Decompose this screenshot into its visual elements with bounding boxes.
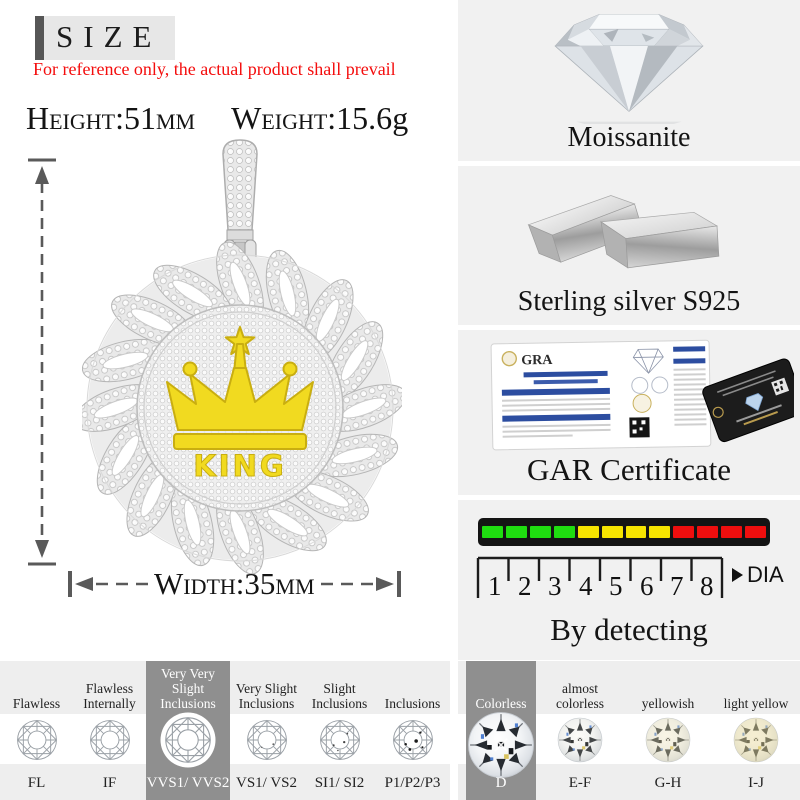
size-header-accent-bar	[35, 16, 44, 60]
grade-label: Very Slight Inclusions	[235, 680, 298, 711]
scale-number: 2	[518, 571, 532, 601]
diamond-icon	[544, 6, 714, 124]
moissanite-art	[458, 6, 800, 124]
clarity-grade-p	[376, 661, 449, 800]
clarity-diamond-icon	[392, 719, 434, 761]
led-segment-green	[482, 526, 503, 538]
grade-code: P1/P2/P3	[384, 774, 441, 791]
weight-label	[231, 100, 408, 137]
panel-moissanite	[458, 0, 800, 161]
grade-label: yellowish	[641, 695, 695, 711]
width-dimension-arrow	[68, 566, 432, 602]
led-segment-green	[530, 526, 551, 538]
pendant-image	[82, 138, 402, 579]
grade-code: D	[495, 774, 507, 791]
pendant-graphic-icon	[82, 138, 402, 574]
led-segment-yellow	[626, 526, 647, 538]
dia-marker	[732, 562, 784, 588]
detector-ruler	[476, 556, 726, 607]
sterling-silver-caption: Sterling silver S925	[517, 286, 741, 317]
scale-number: 8	[700, 571, 714, 601]
clarity-grade-si	[303, 661, 376, 800]
scale-number: 5	[609, 571, 623, 601]
width-label: Width:35mm	[154, 566, 315, 601]
gar-certificate-caption: GAR Certificate	[526, 452, 731, 487]
size-header-box	[44, 16, 175, 60]
scale-number: 4	[579, 571, 593, 601]
clarity-diamond-icon	[89, 719, 131, 761]
panel-by-detecting	[458, 500, 800, 660]
grade-code: G-H	[654, 774, 682, 791]
dimension-labels	[26, 100, 408, 137]
color-grade-ij	[712, 661, 800, 800]
grade-label: Inclusions	[384, 695, 441, 711]
grade-label: Colorless	[475, 695, 527, 711]
led-segment-yellow	[602, 526, 623, 538]
clarity-scale	[0, 661, 450, 800]
width-arrow-left-icon	[72, 573, 150, 595]
led-segment-red	[721, 526, 742, 538]
panel-sterling-silver	[458, 166, 800, 325]
clarity-diamond-icon	[246, 719, 288, 761]
color-scale	[458, 661, 800, 800]
led-segment-yellow	[578, 526, 599, 538]
panel-gar-certificate	[458, 330, 800, 495]
grade-label: light yellow	[723, 695, 789, 711]
dia-label: DIA	[747, 562, 784, 587]
grade-code: VVS1/ VVS2	[146, 774, 230, 791]
grade-label: Flawless Internally	[83, 680, 136, 711]
color-diamond-icon	[557, 717, 603, 763]
grade-code: VS1/ VS2	[236, 774, 297, 791]
moissanite-caption: Moissanite	[567, 122, 691, 153]
color-grade-d-highlighted	[466, 661, 536, 800]
grade-label: almost colorless	[556, 680, 604, 711]
led-segment-red	[745, 526, 766, 538]
grade-code: IF	[102, 774, 117, 791]
grade-label: Very Very Slight Inclusions	[160, 665, 216, 711]
width-arrow-right-icon	[319, 573, 397, 595]
play-triangle-icon	[732, 568, 743, 582]
led-segment-yellow	[649, 526, 670, 538]
height-label: Height:51mm	[26, 100, 196, 136]
clarity-grade-vs	[230, 661, 303, 800]
scale-number: 3	[548, 571, 562, 601]
height-dimension-arrow	[24, 156, 60, 573]
silver-bars-icon	[522, 180, 737, 280]
grade-code: E-F	[568, 774, 592, 791]
scale-number: 6	[640, 571, 654, 601]
grade-label: Flawless	[12, 695, 61, 711]
clarity-grade-if	[73, 661, 146, 800]
led-segment-green	[506, 526, 527, 538]
size-title: SIZE	[56, 19, 162, 54]
color-diamond-icon	[733, 717, 779, 763]
certificate-art	[458, 338, 800, 456]
silver-bars-art	[458, 180, 800, 280]
grade-code: FL	[27, 774, 46, 791]
color-grade-gh	[624, 661, 712, 800]
scale-number: 7	[670, 571, 684, 601]
color-grade-ef	[536, 661, 624, 800]
pendant-engraving: KING	[193, 449, 287, 483]
clarity-diamond-icon	[319, 719, 361, 761]
clarity-diamond-icon	[159, 711, 217, 769]
size-header	[35, 16, 175, 60]
clarity-grade-fl	[0, 661, 73, 800]
led-segment-red	[673, 526, 694, 538]
grade-code: SI1/ SI2	[314, 774, 365, 791]
led-segment-green	[554, 526, 575, 538]
by-detecting-caption: By detecting	[550, 612, 708, 647]
grade-label: Slight Inclusions	[311, 680, 368, 711]
scale-number: 1	[488, 571, 502, 601]
disclaimer-text: For reference only, the actual product shall prevail	[33, 59, 396, 79]
color-diamond-icon	[645, 717, 691, 763]
led-bar	[478, 518, 770, 546]
grade-code: I-J	[748, 774, 764, 791]
clarity-diamond-icon	[16, 719, 58, 761]
led-segment-red	[697, 526, 718, 538]
weight-unit: g	[392, 100, 409, 136]
certificate-brand: GRA	[521, 352, 553, 369]
clarity-grade-vvs-highlighted	[146, 661, 230, 800]
weight-value: Weight:15.6	[231, 100, 393, 136]
width-endcap-right	[397, 571, 401, 597]
certificate-icon	[464, 338, 794, 456]
